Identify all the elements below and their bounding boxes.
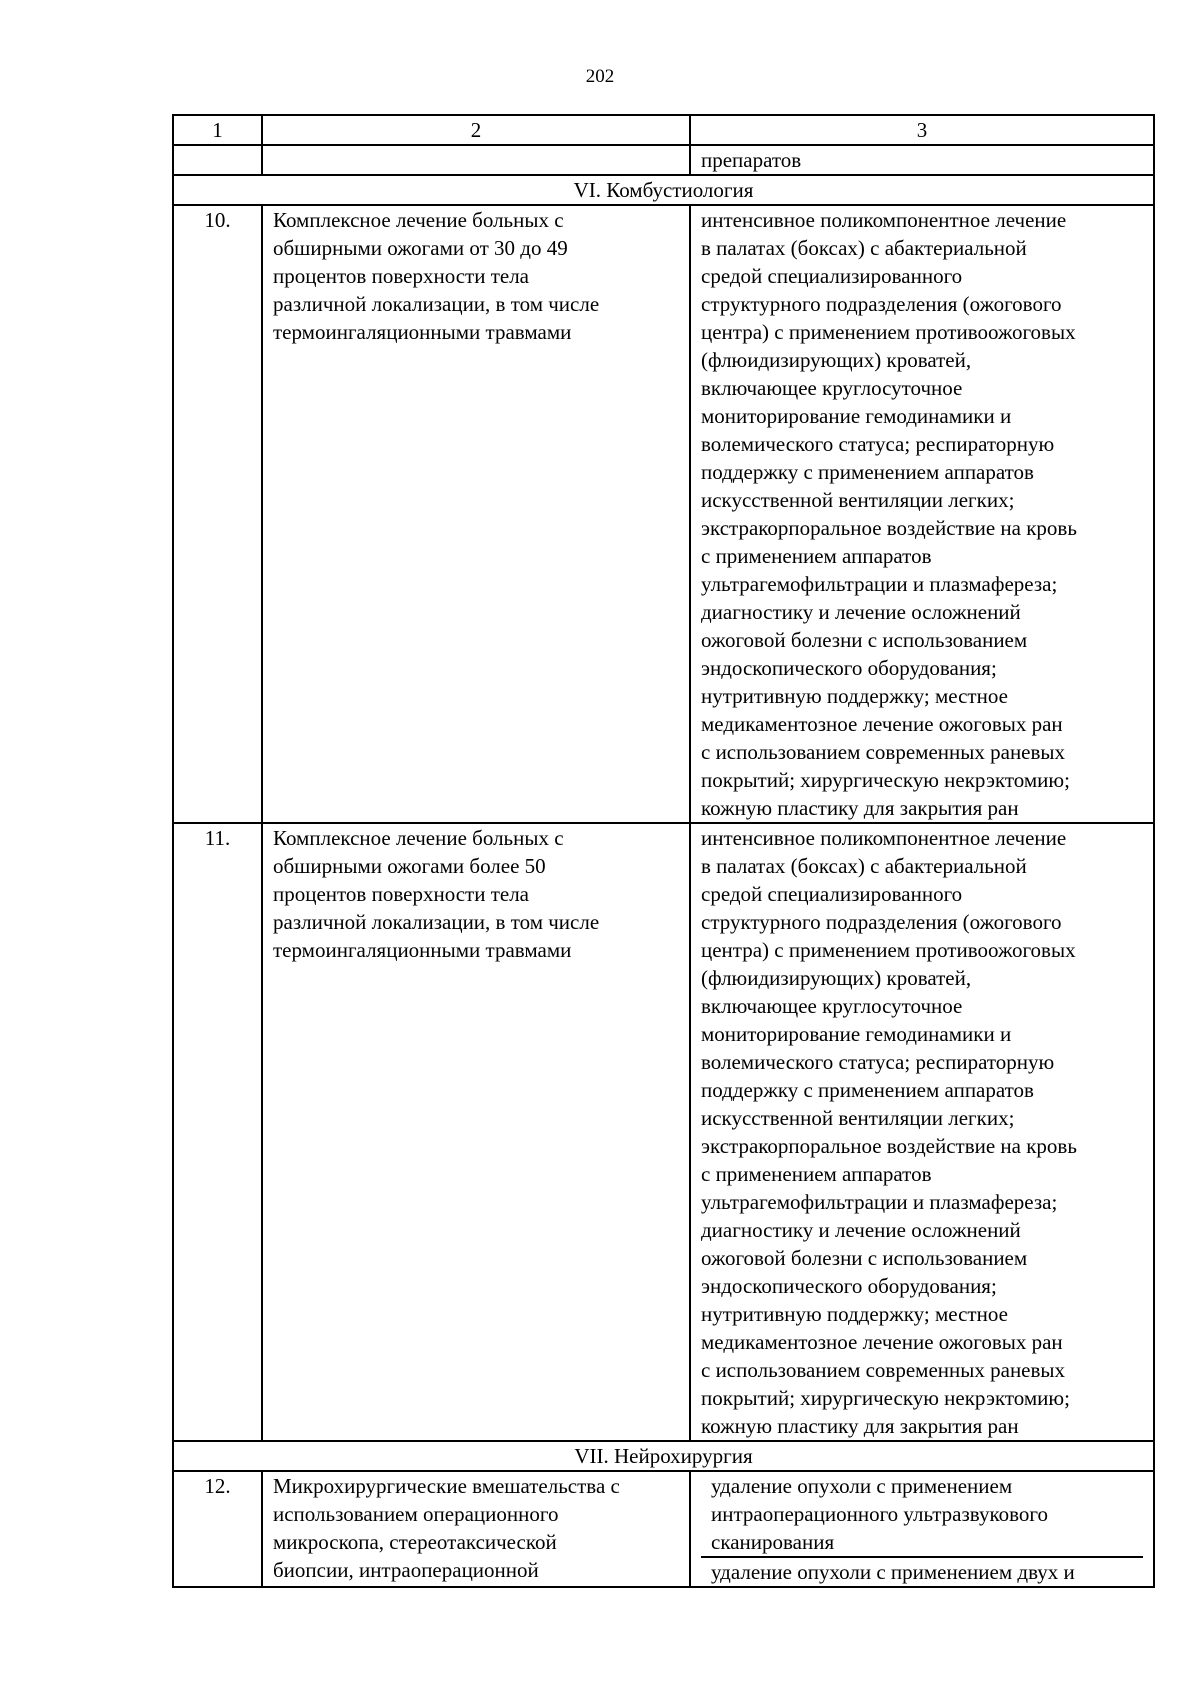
text-line: в палатах (боксах) с абактериальной	[701, 236, 1027, 260]
header-col-1: 1	[173, 115, 262, 145]
text-line: удаление опухоли с применением двух и	[711, 1560, 1075, 1584]
text-line: экстракорпоральное воздействие на кровь	[701, 1134, 1077, 1158]
text-line: интенсивное поликомпонентное лечение	[701, 826, 1067, 850]
text-line: процентов поверхности тела	[273, 264, 529, 288]
text-line: нутритивную поддержку; местное	[701, 1302, 1008, 1326]
row-description	[262, 1471, 690, 1587]
text-line: различной локализации, в том числе	[273, 292, 600, 316]
text-line: центра) с применением противоожоговых	[701, 320, 1076, 344]
text-line: с применением аппаратов	[701, 1162, 932, 1186]
text-line: эндоскопического оборудования;	[701, 1274, 997, 1298]
continuation-cell-3: препаратов	[690, 145, 1154, 175]
text-line: Комплексное лечение больных с	[273, 208, 564, 232]
text-line: термоингаляционными травмами	[273, 938, 572, 962]
section-title-neurosurgery: VII. Нейрохирургия	[173, 1441, 1154, 1471]
row-method-part	[701, 1472, 1143, 1556]
row-method	[690, 823, 1154, 1441]
table-row	[173, 823, 1154, 1441]
text-line: Комплексное лечение больных с	[273, 826, 564, 850]
text-line: покрытий; хирургическую некрэктомию;	[701, 1386, 1070, 1410]
continuation-cell-2	[262, 145, 690, 175]
procedures-table	[172, 114, 1155, 1588]
row-method-part	[701, 1556, 1143, 1586]
text-line: с использованием современных раневых	[701, 1358, 1066, 1382]
text-line: мониторирование гемодинамики и	[701, 404, 1012, 428]
row-number: 11.	[173, 823, 262, 1441]
text-line: покрытий; хирургическую некрэктомию;	[701, 768, 1070, 792]
continuation-row	[173, 145, 1154, 175]
text-line: волемического статуса; респираторную	[701, 432, 1055, 456]
text-line: искусственной вентиляции легких;	[701, 1106, 1015, 1130]
text-line: биопсии, интраоперационной	[273, 1558, 539, 1582]
text-line: средой специализированного	[701, 882, 963, 906]
text-line: (флюидизирующих) кроватей,	[701, 966, 972, 990]
table-row	[173, 1471, 1154, 1587]
table-header-row	[173, 115, 1154, 145]
text-line: поддержку с применением аппаратов	[701, 460, 1034, 484]
text-line: с применением аппаратов	[701, 544, 932, 568]
text-line: структурного подразделения (ожогового	[701, 910, 1062, 934]
text-line: медикаментозное лечение ожоговых ран	[701, 712, 1063, 736]
text-line: микроскопа, стереотаксической	[273, 1530, 557, 1554]
text-line: интраоперационного ультразвукового	[711, 1502, 1048, 1526]
text-line: структурного подразделения (ожогового	[701, 292, 1062, 316]
row-description	[262, 205, 690, 823]
text-line: в палатах (боксах) с абактериальной	[701, 854, 1027, 878]
text-line: различной локализации, в том числе	[273, 910, 600, 934]
text-line: кожную пластику для закрытия ран	[701, 1414, 1019, 1438]
table-row	[173, 205, 1154, 823]
text-line: ультрагемофильтрации и плазмафереза;	[701, 572, 1058, 596]
text-line: нутритивную поддержку; местное	[701, 684, 1008, 708]
section-row-neurosurgery	[173, 1441, 1154, 1471]
text-line: экстракорпоральное воздействие на кровь	[701, 516, 1077, 540]
row-description	[262, 823, 690, 1441]
text-line: диагностику и лечение осложнений	[701, 1218, 1021, 1242]
text-line: средой специализированного	[701, 264, 963, 288]
text-line: с использованием современных раневых	[701, 740, 1066, 764]
row-number: 12.	[173, 1471, 262, 1587]
text-line: удаление опухоли с применением	[711, 1474, 1013, 1498]
text-line: процентов поверхности тела	[273, 882, 529, 906]
text-line: сканирования	[711, 1530, 835, 1554]
text-line: Микрохирургические вмешательства с	[273, 1474, 620, 1498]
page-number: 202	[585, 66, 615, 87]
text-line: обширными ожогами более 50	[273, 854, 546, 878]
row-method-split	[690, 1471, 1154, 1587]
text-line: поддержку с применением аппаратов	[701, 1078, 1034, 1102]
continuation-cell-1	[173, 145, 262, 175]
text-line: диагностику и лечение осложнений	[701, 600, 1021, 624]
section-title-combustiology: VI. Комбустиология	[173, 175, 1154, 205]
section-row-combustiology	[173, 175, 1154, 205]
text-line: включающее круглосуточное	[701, 376, 963, 400]
text-line: обширными ожогами от 30 до 49	[273, 236, 568, 260]
text-line: медикаментозное лечение ожоговых ран	[701, 1330, 1063, 1354]
text-line: эндоскопического оборудования;	[701, 656, 997, 680]
text-line: использованием операционного	[273, 1502, 559, 1526]
text-line: (флюидизирующих) кроватей,	[701, 348, 972, 372]
header-col-2: 2	[262, 115, 690, 145]
text-line: ультрагемофильтрации и плазмафереза;	[701, 1190, 1058, 1214]
text-line: интенсивное поликомпонентное лечение	[701, 208, 1067, 232]
text-line: ожоговой болезни с использованием	[701, 1246, 1028, 1270]
text-line: термоингаляционными травмами	[273, 320, 572, 344]
text-line: включающее круглосуточное	[701, 994, 963, 1018]
text-line: искусственной вентиляции легких;	[701, 488, 1015, 512]
text-line: ожоговой болезни с использованием	[701, 628, 1028, 652]
text-line: мониторирование гемодинамики и	[701, 1022, 1012, 1046]
text-line: волемического статуса; респираторную	[701, 1050, 1055, 1074]
text-line: центра) с применением противоожоговых	[701, 938, 1076, 962]
row-number: 10.	[173, 205, 262, 823]
text-line: кожную пластику для закрытия ран	[701, 796, 1019, 820]
row-method	[690, 205, 1154, 823]
header-col-3: 3	[690, 115, 1154, 145]
